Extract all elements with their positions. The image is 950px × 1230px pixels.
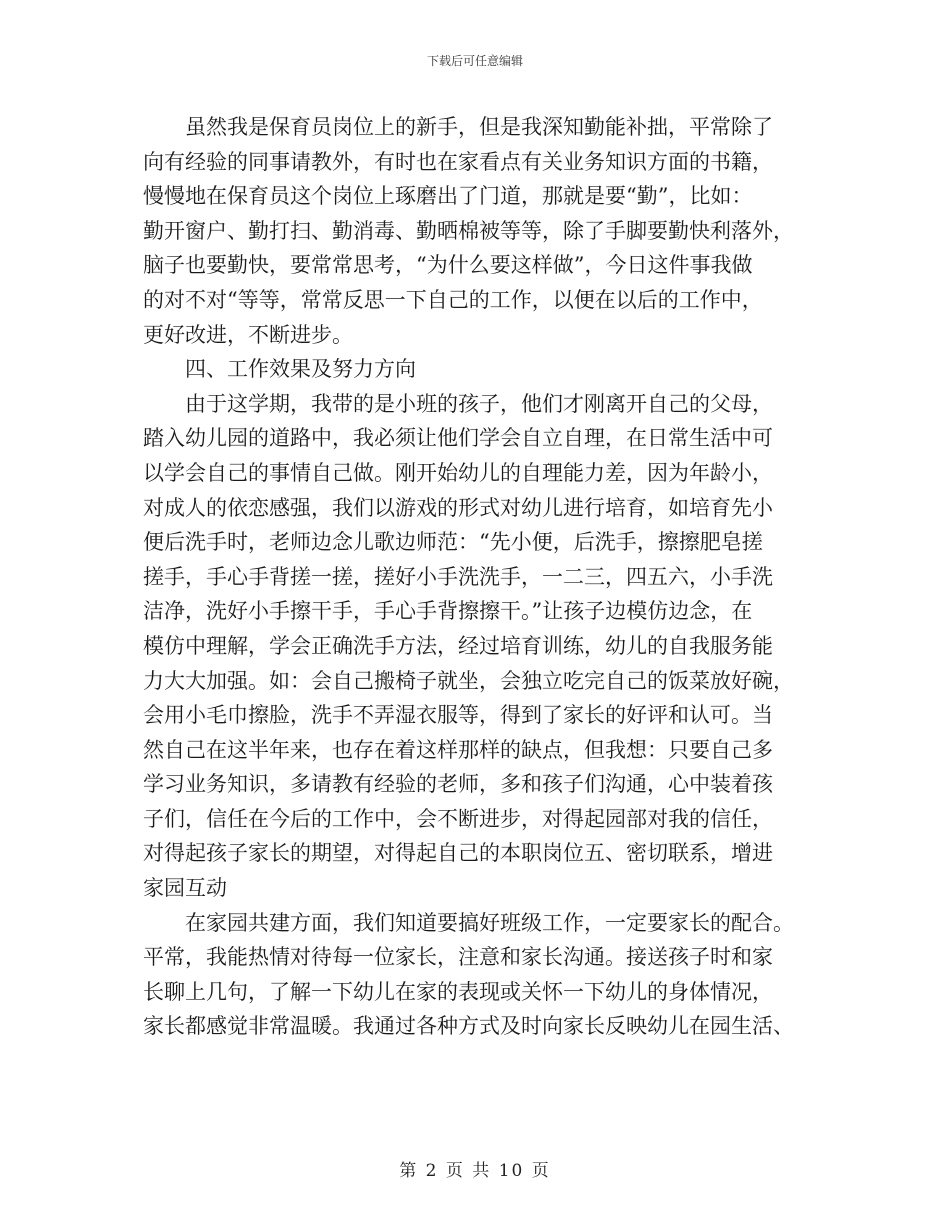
page-header: 下载后可任意编辑 bbox=[426, 54, 523, 68]
text-line: 洁净，洗好小手擦干手，手心手背擦擦干。”让孩子边模仿边念，在 bbox=[143, 599, 753, 624]
text-line: 虽然我是保育员岗位上的新手，但是我深知勤能补拙，平常除了 bbox=[185, 115, 773, 139]
text-line: 力大大加强。如：会自己搬椅子就坐，会独立吃完自己的饭菜放好碗， bbox=[143, 668, 794, 693]
text-line: 踏入幼儿园的道路中，我必须让他们学会自立自理，在日常生活中可 bbox=[143, 426, 773, 451]
text-line: 在家园共建方面，我们知道要搞好班级工作，一定要家长的配合。 bbox=[185, 910, 794, 935]
section-heading: 四、工作效果及努力方向 bbox=[185, 357, 416, 382]
text-line: 对成人的依恋感强，我们以游戏的形式对幼儿进行培育，如培育先小 bbox=[143, 495, 773, 520]
text-line: 模仿中理解，学会正确洗手方法，经过培育训练，幼儿的自我服务能 bbox=[143, 633, 773, 658]
document-body bbox=[143, 110, 813, 1044]
text-line: 搓手，手心手背搓一搓，搓好小手洗洗手，一二三，四五六，小手洗 bbox=[143, 564, 773, 589]
text-line: 家长都感觉非常温暖。我通过各种方式及时向家长反映幼儿在园生活、 bbox=[143, 1014, 794, 1039]
text-line: 勤开窗户、勤打扫、勤消毒、勤晒棉被等等，除了手脚要勤快利落外， bbox=[143, 218, 794, 243]
text-line: 平常，我能热情对待每一位家长，注意和家长沟通。接送孩子时和家 bbox=[143, 945, 773, 970]
page-label-middle: 页 共 bbox=[445, 1161, 492, 1181]
text-line: 长聊上几句，了解一下幼儿在家的表现或关怀一下幼儿的身体情况， bbox=[143, 979, 773, 1004]
page-footer bbox=[0, 1156, 950, 1181]
total-page-count: 10 bbox=[498, 1161, 525, 1181]
text-line: 然自己在这半年来，也存在着这样那样的缺点，但我想：只要自己多 bbox=[143, 737, 773, 762]
text-line: 对得起孩子家长的期望，对得起自己的本职岗位五、密切联系，增进 bbox=[143, 841, 773, 866]
text-line: 学习业务知识，多请教有经验的老师，多和孩子们沟通，心中装着孩 bbox=[143, 772, 773, 797]
text-line: 会用小毛巾擦脸，洗手不弄湿衣服等，得到了家长的好评和认可。当 bbox=[143, 703, 773, 728]
page-label-prefix: 第 bbox=[399, 1161, 419, 1181]
text-line: 的对不对“等等，常常反思一下自己的工作，以便在以后的工作中， bbox=[143, 287, 763, 312]
text-line: 更好改进，不断进步。 bbox=[143, 322, 353, 347]
page-label-suffix: 页 bbox=[531, 1161, 551, 1181]
text-line: 子们，信任在今后的工作中，会不断进步，对得起园部对我的信任， bbox=[143, 806, 773, 831]
text-line: 脑子也要勤快，要常常思考，“为什么要这样做”，今日这件事我做 bbox=[143, 253, 753, 278]
text-line: 便后洗手时，老师边念儿歌边师范：“先小便，后洗手，擦擦肥皂搓 bbox=[143, 530, 763, 555]
text-line: 向有经验的同事请教外，有时也在家看点有关业务知识方面的书籍， bbox=[143, 149, 773, 174]
text-line: 慢慢地在保育员这个岗位上琢磨出了门道，那就是要“勤”，比如： bbox=[143, 184, 753, 209]
current-page-number: 2 bbox=[425, 1161, 439, 1181]
text-line: 以学会自己的事情自己做。刚开始幼儿的自理能力差，因为年龄小， bbox=[143, 460, 773, 485]
text-line: 家园互动 bbox=[143, 876, 227, 901]
text-line: 由于这学期，我带的是小班的孩子，他们才刚离开自己的父母， bbox=[185, 391, 773, 416]
